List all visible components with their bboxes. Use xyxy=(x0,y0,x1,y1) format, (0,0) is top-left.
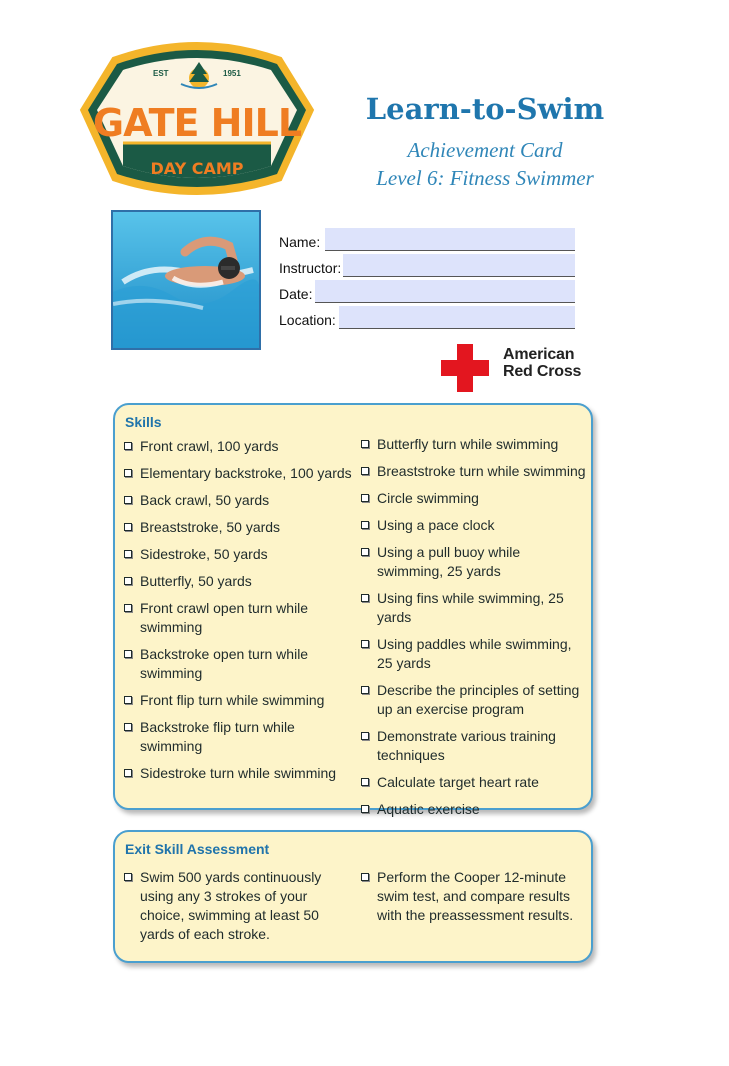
logo-name: GATE HILL xyxy=(92,101,302,145)
form-row-instructor xyxy=(279,252,579,278)
skill-item xyxy=(123,545,355,564)
skill-item xyxy=(123,491,355,510)
logo-year: 1951 xyxy=(223,69,241,78)
skill-item xyxy=(123,437,355,456)
form-row-location xyxy=(279,304,579,330)
skill-item xyxy=(360,800,588,819)
checkbox-icon[interactable] xyxy=(361,548,369,556)
skill-label: Using a pace clock xyxy=(377,517,495,533)
red-cross-wordmark xyxy=(503,346,581,380)
card-subtitle: Achievement Card xyxy=(407,138,563,162)
skill-item xyxy=(360,635,587,673)
skill-item xyxy=(123,718,330,756)
skill-label: Circle swimming xyxy=(377,490,479,506)
skill-label: Backstroke flip turn while swimming xyxy=(140,719,295,754)
checkbox-icon[interactable] xyxy=(361,440,369,448)
location-label: Location: xyxy=(279,312,336,328)
checkbox-icon[interactable] xyxy=(361,521,369,529)
checkbox-icon[interactable] xyxy=(124,469,132,477)
skill-label: Aquatic exercise xyxy=(377,801,480,817)
checkbox-icon[interactable] xyxy=(361,594,369,602)
checkbox-icon[interactable] xyxy=(124,577,132,585)
skill-item xyxy=(123,645,330,683)
skill-label: Breaststroke turn while swimming xyxy=(377,463,586,479)
skill-label: Front crawl, 100 yards xyxy=(140,438,279,454)
skill-label: Front flip turn while swimming xyxy=(140,692,325,708)
skill-label: Calculate target heart rate xyxy=(377,774,539,790)
skill-label: Back crawl, 50 yards xyxy=(140,492,270,508)
skill-item xyxy=(360,589,588,627)
checkbox-icon[interactable] xyxy=(361,873,369,881)
card-title: Learn-to-Swim xyxy=(365,92,605,126)
skills-title: Skills xyxy=(125,414,162,430)
skill-item xyxy=(123,464,355,483)
skill-item xyxy=(123,572,355,591)
skill-item xyxy=(360,727,577,765)
skill-label: Breaststroke, 50 yards xyxy=(140,519,281,535)
skills-left-column xyxy=(123,437,355,791)
checkbox-icon[interactable] xyxy=(124,696,132,704)
swimmer-photo xyxy=(111,210,261,350)
skill-label: Describe the principles of setting up an exercise program xyxy=(377,682,580,717)
exit-item xyxy=(123,868,330,944)
form-row-name xyxy=(279,226,579,252)
checkbox-icon[interactable] xyxy=(361,732,369,740)
checkbox-icon[interactable] xyxy=(124,769,132,777)
student-info-form xyxy=(279,226,579,330)
name-label: Name: xyxy=(279,234,321,250)
skill-item xyxy=(123,599,330,637)
exit-left-column xyxy=(123,868,338,952)
skill-label: Elementary backstroke, 100 yards xyxy=(140,465,352,481)
checkbox-icon[interactable] xyxy=(124,650,132,658)
skill-label: Sidestroke, 50 yards xyxy=(140,546,268,562)
exit-assessment-panel xyxy=(113,830,593,963)
checkbox-icon[interactable] xyxy=(124,550,132,558)
exit-title: Exit Skill Assessment xyxy=(125,841,270,857)
exit-label: Swim 500 yards continuously using any 3 strokes of your choice, swimming at least 50 yards of each stroke. xyxy=(140,869,322,942)
checkbox-icon[interactable] xyxy=(124,604,132,612)
skill-item xyxy=(360,773,588,792)
red-cross-icon xyxy=(441,344,489,392)
red-cross-line2: Red Cross xyxy=(503,363,582,380)
checkbox-icon[interactable] xyxy=(124,723,132,731)
skill-label: Backstroke open turn while swimming xyxy=(140,646,309,681)
checkbox-icon[interactable] xyxy=(361,640,369,648)
checkbox-icon[interactable] xyxy=(361,778,369,786)
skill-item xyxy=(360,462,588,481)
red-cross-line1: American xyxy=(503,346,575,363)
skill-label: Using fins while swimming, 25 yards xyxy=(377,590,564,625)
checkbox-icon[interactable] xyxy=(361,805,369,813)
name-field[interactable] xyxy=(325,228,575,251)
logo-sub: DAY CAMP xyxy=(150,159,244,178)
skill-item xyxy=(123,691,355,710)
skill-item xyxy=(360,489,588,508)
instructor-label: Instructor: xyxy=(279,260,342,276)
skill-item xyxy=(360,435,588,454)
skill-label: Sidestroke turn while swimming xyxy=(140,765,337,781)
checkbox-icon[interactable] xyxy=(124,523,132,531)
location-field[interactable] xyxy=(339,306,575,329)
skill-label: Butterfly turn while swimming xyxy=(377,436,559,452)
skill-item xyxy=(360,516,588,535)
skill-label: Butterfly, 50 yards xyxy=(140,573,252,589)
logo-est: EST xyxy=(153,69,169,78)
date-label: Date: xyxy=(279,286,313,302)
exit-right-column xyxy=(360,868,580,933)
checkbox-icon[interactable] xyxy=(361,494,369,502)
skills-right-column xyxy=(360,435,588,827)
checkbox-icon[interactable] xyxy=(361,467,369,475)
exit-item xyxy=(360,868,582,925)
checkbox-icon[interactable] xyxy=(124,873,132,881)
skill-item xyxy=(123,518,355,537)
skill-label: Using a pull buoy while swimming, 25 yards xyxy=(377,544,521,579)
skill-label: Demonstrate various training techniques xyxy=(377,728,556,763)
exit-label: Perform the Cooper 12-minute swim test, and compare results with the preassessment results. xyxy=(377,869,574,923)
date-field[interactable] xyxy=(315,280,575,303)
card-level: Level 6: Fitness Swimmer xyxy=(376,166,594,190)
skills-panel xyxy=(113,403,593,817)
gate-hill-day-camp-logo xyxy=(77,40,317,202)
checkbox-icon[interactable] xyxy=(361,686,369,694)
form-row-date xyxy=(279,278,579,304)
skill-label: Using paddles while swimming, 25 yards xyxy=(377,636,572,671)
checkbox-icon[interactable] xyxy=(124,496,132,504)
skill-item xyxy=(360,681,592,719)
instructor-field[interactable] xyxy=(343,254,575,277)
skill-label: Front crawl open turn while swimming xyxy=(140,600,309,635)
skill-item xyxy=(360,543,552,581)
checkbox-icon[interactable] xyxy=(124,442,132,450)
skill-item xyxy=(123,764,355,783)
